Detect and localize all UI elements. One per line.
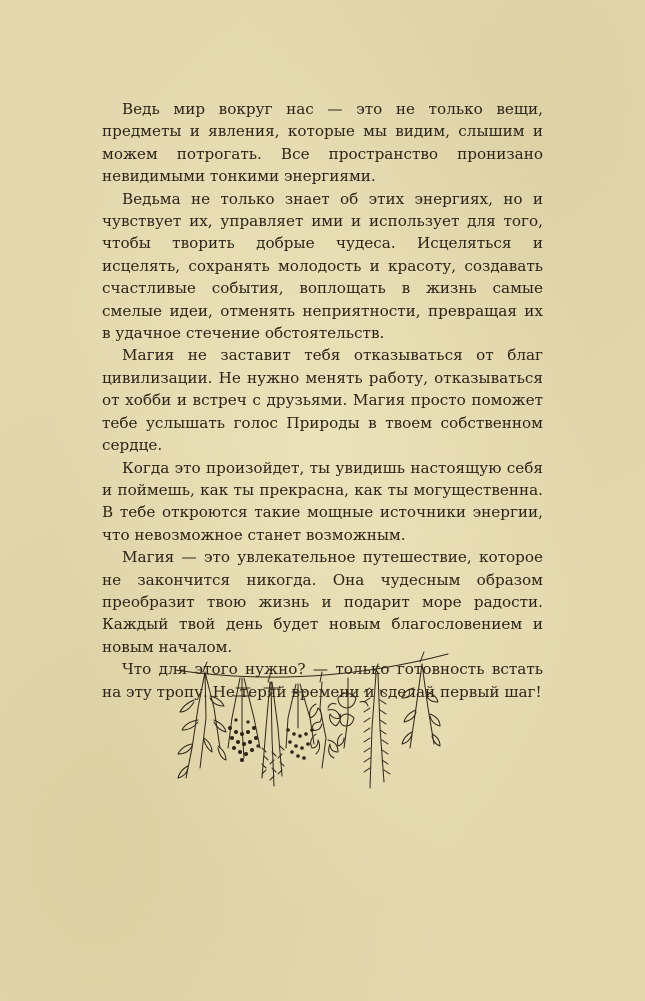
herb-bunch-3 xyxy=(262,682,284,786)
hanging-herbs-illustration-icon xyxy=(170,648,450,798)
body-text xyxy=(102,98,543,703)
seed-heads-2 xyxy=(286,728,314,760)
herb-bunch-5 xyxy=(310,682,341,768)
paragraph-5: Магия — это увлекательное путешествие, которое не закончится никогда. Она чудесным образом преобразит твою жизнь и подарит море радости. Каждый твой день будет новым благословением и новым началом. xyxy=(102,548,543,656)
string-line xyxy=(175,654,448,677)
pin-3 xyxy=(320,672,322,682)
paragraph-6: Что для этого нужно? — только готовность встать на эту тропу. Не теряй времени и сделай первый шаг! xyxy=(102,660,543,701)
paragraph-1: Ведь мир вокруг нас — это не только вещи, предметы и явления, которые мы видим, слышим и можем потрогать. Все пространство пронизано невидимыми тонкими энергиями. xyxy=(102,100,543,186)
herb-bunch-6 xyxy=(328,678,368,748)
paragraph-4: Когда это произойдет, ты увидишь настоящую себя и поймешь, как ты прекрасна, как ты могущественна. В тебе откроются такие мощные источники энергии, что невозможное станет возможным. xyxy=(102,458,543,544)
herb-bunch-8 xyxy=(402,664,440,748)
herbs-drawing xyxy=(170,648,450,798)
pin-1 xyxy=(203,662,207,672)
paragraph-2: Ведьма не только знает об этих энергиях, но и чувствует их, управляет ими и использует для того, чтобы творить добрые чудеса. Исцеляться и исцелять, сохранять молодость и красоту, создавать счастливые события, воплощать в жизнь самые смелые идеи, отменять неприятности, превращая их в удачное стечение обстоятельств. xyxy=(102,189,543,343)
herb-bunch-7 xyxy=(364,674,390,788)
paragraph-3: Магия не заставит тебя отказываться от благ цивилизации. Не нужно менять работу, отказываться от хобби и встреч с друзьями. Магия просто поможет тебе услышать голос Природы в твоем собственном сердце. xyxy=(102,346,543,455)
herb-bunch-1 xyxy=(178,672,226,778)
